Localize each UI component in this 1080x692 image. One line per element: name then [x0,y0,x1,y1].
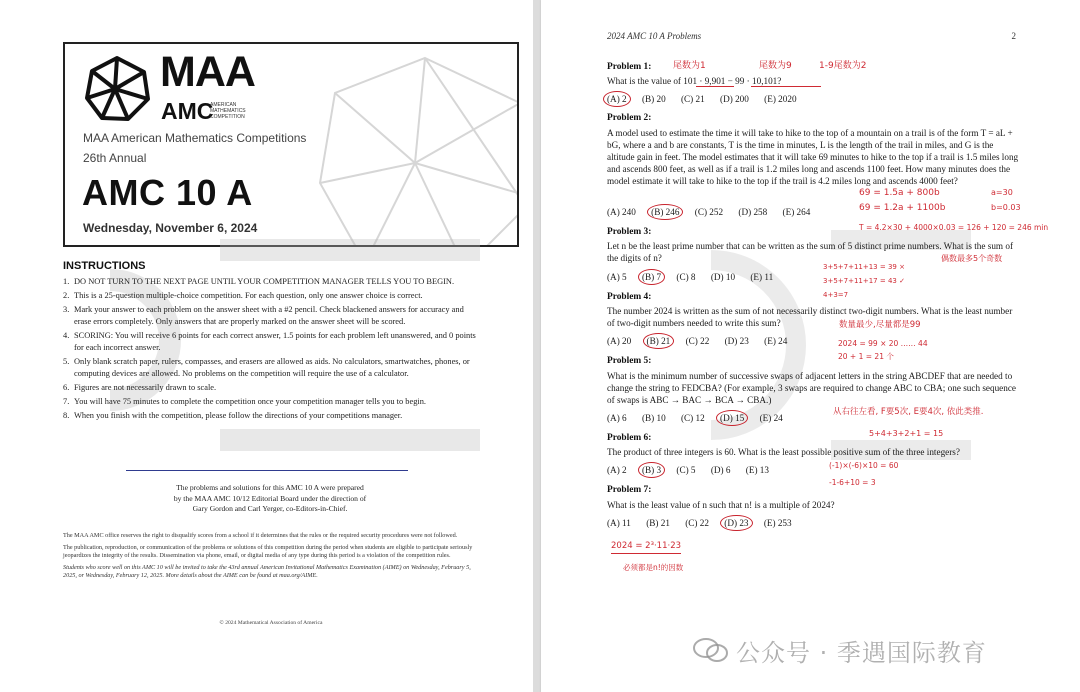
handwritten-underline [611,553,681,554]
answer-choice: (A) 20 [607,336,632,346]
answer-choice: (E) 24 [764,336,788,346]
instruction-item [63,290,479,302]
copyright-notice: © 2024 Mathematical Association of America [219,620,323,626]
handwritten-note: 3+5+7+11+13 = 39 × [823,263,905,271]
instruction-text: This is a 25-question multiple-choice competition. For each question, only one answer choice is correct. [74,291,423,300]
handwritten-note: 尾数为1 [673,61,706,71]
instructions-list [63,276,479,424]
handwritten-note: (-1)×(-6)×10 = 60 [829,461,899,470]
answer-choice: (C) 12 [680,413,705,423]
answer-choice: (B) 20 [641,94,666,104]
instruction-text: Figures are not necessarily drawn to scale. [74,383,217,392]
polyhedron-decoration [305,48,519,247]
problem-text: The product of three integers is 60. What is the least possible positive sum of the three integers? [607,447,960,457]
problem-text: What is the minimum number of successive swaps of adjacent letters in the string ABCDEF that are needed to change the string to FEDCBA? (For example, 3 swaps are required to change ABC to CBA; one such sequence of swaps is ABC → BAC → BCA → CBA.) [607,371,1017,405]
answer-choices [607,272,1027,282]
answer-choice: (A) 5 [607,272,627,282]
answer-choice: (D) 23 [724,336,749,346]
answer-choice: (E) 253 [763,518,792,528]
answer-choice: (C) 252 [694,207,724,217]
answer-choice: (D) 23 [724,518,749,528]
amc-sub-line: AMERICAN [210,102,237,108]
answer-choice: (A) 2 [607,465,627,475]
handwritten-note: 2024 = 2³·11·23 [611,541,682,551]
answer-choice: (E) 11 [750,272,774,282]
instruction-number: 3. [63,305,70,314]
maa-wordmark: MAA [160,48,255,96]
handwritten-underline [751,86,821,87]
answer-choice: (A) 6 [607,413,627,423]
problem-label: Problem 3: [607,227,652,237]
answer-choice: (E) 13 [745,465,769,475]
problem-text: What is the least value of n such that n! is a multiple of 2024? [607,500,835,510]
cover-title-box [63,42,519,247]
handwritten-note: 1-9尾数为2 [819,61,867,71]
answer-choice: (B) 246 [651,207,680,217]
handwritten-note: 必须都是n!的因数 [623,563,684,572]
instruction-text: Mark your answer to each problem on the answer sheet with a #2 pencil. Check blackened answers for accuracy and erase errors completely. Only answers that are properly marked on the answer sheet will be scored. [74,305,464,326]
annual-line: 26th Annual [83,151,147,165]
wechat-icon [692,636,730,664]
answer-choice: (A) 240 [607,207,636,217]
amc-wordmark: AMC [161,98,214,124]
handwritten-underline [696,86,734,87]
instruction-number: 5. [63,357,70,366]
handwritten-note: 尾数为9 [759,61,792,71]
answer-choices [607,465,1027,475]
answer-choices [607,94,1027,104]
fine-print [63,532,479,584]
answer-choice: (D) 200 [720,94,749,104]
fine-print-paragraph: The publication, reproduction, or communication of the problems or solutions of this competition during the period when students are eligible to participate seriously jeopardizes the integrity of the results. Dissemination via phone, email, or digital media of any type during this period is a violation of the competition rules. [63,543,473,559]
instruction-item [63,356,479,380]
instruction-number: 4. [63,331,70,340]
prepared-line: Gary Gordon and Carl Yerger, co-Editors-in-Chief. [192,504,348,513]
handwritten-note: 2024 = 99 × 20 …… 44 [838,339,928,348]
handwritten-note: 20 + 1 = 21 个 [838,352,894,361]
problem-label: Problem 5: [607,356,652,366]
handwritten-note: 69 = 1.5a + 800b [859,188,940,198]
problem-text: A model used to estimate the time it will take to hike to the top of a mountain on a trail is of the form T = aL + bG, where a and b are constants, T is the time in minutes, L is the length of the trail in miles, and G is the altitude gain in feet. The model estimates that it will take 69 minutes to hike to the top if a trail is 1.5 miles long and ascends 800 feet, as well as if a trail is 1.2 miles long and ascends 1100 feet. How many minutes does the model estimate it will take to hike to the top if the trail is 4.2 miles long and ascends 4000 feet? [607,128,1019,186]
problem-label: Problem 1: [607,62,652,72]
instruction-item [63,382,479,394]
instruction-item [63,330,479,354]
answer-choice: (B) 7 [641,272,662,282]
instructions-heading: INSTRUCTIONS [63,260,146,272]
answer-choice: (B) 3 [641,465,662,475]
problem-label: Problem 7: [607,485,652,495]
wechat-watermark-label: 公众号 · 季遇国际教育 [736,639,987,667]
answer-choice: (E) 264 [782,207,811,217]
handwritten-note: 偶数最多5个奇数 [941,254,1003,263]
answer-choice: (A) 2 [607,94,627,104]
answer-choice: (D) 15 [720,413,745,423]
answer-choice: (D) 10 [710,272,736,282]
problem-label: Problem 6: [607,433,652,443]
page-gutter [533,0,541,692]
answer-choice: (C) 22 [685,336,710,346]
problems-page [541,0,1080,692]
answer-choice: (E) 2020 [764,94,797,104]
amc-sub-line: COMPETITION [210,114,245,120]
answer-choice: (D) 258 [738,207,768,217]
prepared-line: The problems and solutions for this AMC 10 A were prepared [176,483,364,492]
instruction-text: You will have 75 minutes to complete the competition once your competition manager tells you to begin. [74,397,426,406]
instruction-item [63,410,479,422]
handwritten-note: T = 4.2×30 + 4000×0.03 = 126 + 120 = 246 min [859,223,1049,232]
instruction-item [63,276,479,288]
organization-line: MAA American Mathematics Competitions [83,131,307,145]
handwritten-note: 4+3=7 [823,291,849,299]
answer-choice: (D) 6 [710,465,731,475]
amc-subtitle [210,102,270,120]
answer-choice: (C) 5 [676,465,696,475]
handwritten-note: -1-6+10 = 3 [829,478,876,487]
prepared-by-note [120,483,420,515]
answer-choices [607,336,1027,346]
prepared-line: by the MAA AMC 10/12 Editorial Board under the direction of [173,493,367,503]
exam-title: AMC 10 A [82,172,253,213]
maa-logo-icon [82,54,152,124]
handwritten-note: 数量最少,尽量都是99 [839,320,921,330]
instruction-number: 8. [63,411,70,420]
answer-choice: (E) 24 [759,413,783,423]
handwritten-note: 3+5+7+11+17 = 43 ✓ [823,277,905,285]
answer-choices [607,207,1027,217]
answer-choices [607,518,1027,528]
problem-label: Problem 4: [607,292,652,302]
instruction-item [63,304,479,328]
page-number: 2 [1011,31,1016,41]
handwritten-note: 69 = 1.2a + 1100b [859,203,946,213]
instruction-number: 2. [63,291,70,300]
aime-notice: Students who score well on this AMC 10 will be invited to take the 43rd annual American Invitational Mathematics Examination (AIME) on Wednesday, February 5, 2025, or Wednesday, February 12, 2025. More details about the AIME can be found at maa.org/AIME. [63,563,471,579]
instruction-number: 1. [63,277,70,286]
instruction-number: 7. [63,397,70,406]
fine-print-paragraph: The MAA AMC office reserves the right to disqualify scores from a school if it determines that the rules or the required security procedures were not followed. [63,532,458,539]
handwritten-note: 5+4+3+2+1 = 15 [869,429,944,438]
instruction-text: When you finish with the competition, please follow the directions of your competitions manager. [74,411,403,420]
answer-choice: (C) 22 [685,518,709,528]
handwritten-note: b=0.03 [991,203,1021,212]
answer-choice: (B) 21 [646,336,671,346]
problem-text: Let n be the least prime number that can be written as the sum of 5 distinct prime numbers. What is the sum of the digits of n? [607,241,1014,263]
instruction-text: SCORING: You will receive 6 points for each correct answer, 1.5 points for each problem left unanswered, and 0 points for each incorrect answer. [74,331,476,352]
instruction-text: DO NOT TURN TO THE NEXT PAGE UNTIL YOUR COMPETITION MANAGER TELLS YOU TO BEGIN. [74,277,455,286]
instruction-number: 6. [63,383,70,392]
handwritten-note: 从右往左看, F要5次, E要4次, 依此类推. [833,407,984,417]
problem-label: Problem 2: [607,113,652,123]
answer-choice: (C) 21 [680,94,705,104]
answer-choice: (B) 21 [646,518,670,528]
answer-choice: (C) 8 [676,272,696,282]
problem-text: What is the value of 101 · 9,901 − 99 · 10,101? [607,76,782,86]
divider-line [126,470,408,471]
instruction-text: Only blank scratch paper, rulers, compasses, and erasers are allowed as aids. No calculators, smartwatches, phones, or computing devices are allowed. No problems on the competition will require the use of a calculator. [74,357,470,378]
handwritten-note: a=30 [991,188,1013,197]
problem-text: The number 2024 is written as the sum of not necessarily distinct two-digit numbers. What is the least number of two-digit numbers needed to write this sum? [607,306,1013,328]
answer-choice: (B) 10 [641,413,666,423]
amc-sub-line: MATHEMATICS [210,108,246,114]
cover-page [0,0,533,692]
running-header: 2024 AMC 10 A Problems [607,31,702,41]
exam-date: Wednesday, November 6, 2024 [83,221,258,235]
instruction-item [63,396,479,408]
answer-choice: (A) 11 [607,518,631,528]
